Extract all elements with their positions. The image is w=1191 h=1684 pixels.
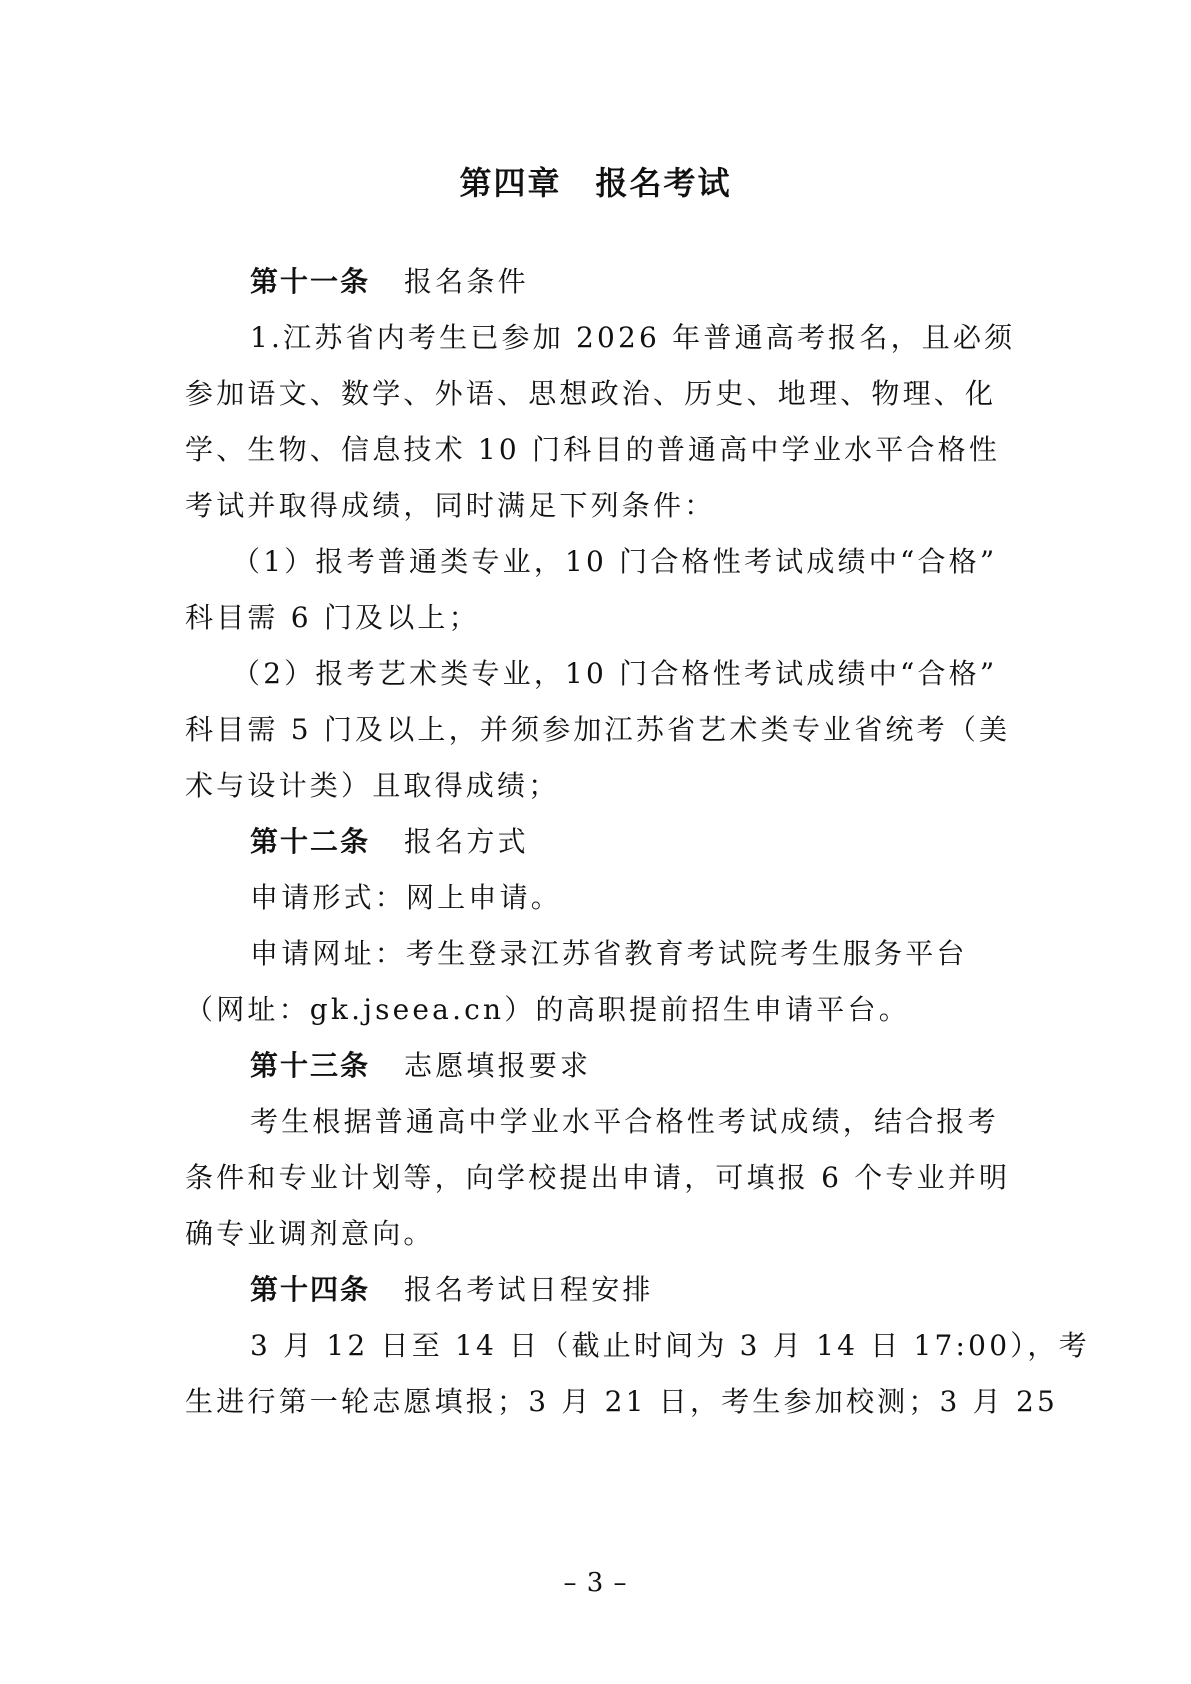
paragraph-line: （2）报考艺术类专业，10 门合格性考试成绩中“合格” — [232, 657, 998, 690]
paragraph-line: 考生根据普通高中学业水平合格性考试成绩，结合报考 — [250, 1105, 999, 1138]
article-number: 第十二条 — [250, 825, 371, 858]
paragraph-line: 科目需 5 门及以上，并须参加江苏省艺术类专业省统考（美 — [185, 713, 1011, 746]
article-12-heading — [250, 822, 529, 862]
article-13-heading — [250, 1046, 591, 1086]
article-title: 报名方式 — [404, 825, 529, 858]
paragraph-line: 申请形式：网上申请。 — [250, 881, 563, 914]
paragraph-line: 参加语文、数学、外语、思想政治、历史、地理、物理、化 — [185, 377, 997, 410]
article-title: 报名条件 — [404, 265, 529, 298]
paragraph-line: 生进行第一轮志愿填报；3 月 21 日，考生参加校测；3 月 25 — [185, 1385, 1058, 1418]
paragraph-line: 学、生物、信息技术 10 门科目的普通高中学业水平合格性 — [185, 433, 1001, 466]
paragraph-line: 1.江苏省内考生已参加 2026 年普通高考报名，且必须 — [250, 321, 1016, 354]
paragraph-line: 确专业调剂意向。 — [185, 1217, 435, 1250]
chapter-title: 第四章 报名考试 — [459, 164, 732, 202]
paragraph-line: 科目需 6 门及以上； — [185, 601, 480, 634]
paragraph-line: 3 月 12 日至 14 日（截止时间为 3 月 14 日 17:00），考 — [250, 1329, 1090, 1362]
page-number: – 3 – — [563, 1568, 628, 1598]
article-11-heading — [250, 262, 529, 302]
paragraph-line: （1）报考普通类专业，10 门合格性考试成绩中“合格” — [232, 545, 998, 578]
paragraph-line: 申请网址：考生登录江苏省教育考试院考生服务平台 — [250, 937, 968, 970]
article-14-heading — [250, 1270, 654, 1310]
article-title: 报名考试日程安排 — [404, 1273, 654, 1306]
article-number: 第十三条 — [250, 1049, 371, 1082]
paragraph-line: 术与设计类）且取得成绩； — [185, 769, 560, 802]
article-number: 第十一条 — [250, 265, 371, 298]
article-title: 志愿填报要求 — [404, 1049, 592, 1082]
paragraph-line: 考试并取得成绩，同时满足下列条件： — [185, 489, 716, 522]
paragraph-line: 条件和专业计划等，向学校提出申请，可填报 6 个专业并明 — [185, 1161, 1011, 1194]
paragraph-line: （网址：gk.jseea.cn）的高职提前招生申请平台。 — [185, 993, 910, 1026]
article-number: 第十四条 — [250, 1273, 371, 1306]
